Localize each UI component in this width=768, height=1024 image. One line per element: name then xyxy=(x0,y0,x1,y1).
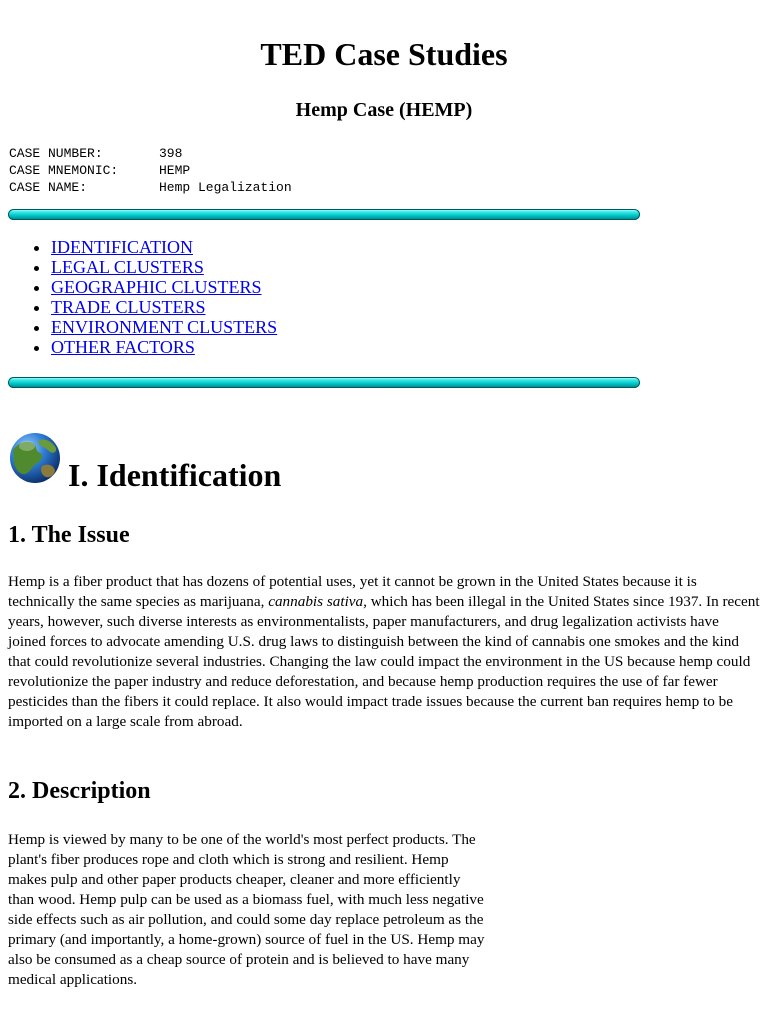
case-name-label: CASE NAME: xyxy=(9,180,88,195)
toc-item xyxy=(51,237,277,257)
toc-item xyxy=(51,277,277,297)
toc-item xyxy=(51,297,277,317)
case-mnemonic-label: CASE MNEMONIC: xyxy=(9,163,119,178)
divider-bar-top xyxy=(8,209,640,220)
case-mnemonic-row xyxy=(9,162,292,179)
issue-text-part-2: which has been illegal in the United States since 1937. In recent years, however, such diverse interests as environmentalists, paper manufacturers, and drug legalization activists have joined forces to advocate amending U.S. drug laws to distinguish between the kind of cannabis one smokes and the kind that could revolutionize several industries. Changing the law could impact the environment in the US because hemp could revolutionize the paper industry and reduce deforestation, and because hemp production requires the use of far fewer pesticides than the fibers it could replace. It also would impact trade issues because the current ban requires hemp to be imported on a large scale from abroad. xyxy=(8,593,760,730)
toc-item xyxy=(51,317,277,337)
toc-link-identification[interactable]: IDENTIFICATION xyxy=(51,237,193,257)
toc-link-trade-clusters[interactable]: TRADE CLUSTERS xyxy=(51,297,206,317)
toc-item xyxy=(51,337,277,357)
toc-link-legal-clusters[interactable]: LEGAL CLUSTERS xyxy=(51,257,204,277)
heading-the-issue: 1. The Issue xyxy=(8,522,130,548)
case-info-block xyxy=(9,145,292,196)
case-mnemonic-value: HEMP xyxy=(159,163,191,178)
page-title: TED Case Studies xyxy=(260,36,508,72)
toc-link-geographic-clusters[interactable]: GEOGRAPHIC CLUSTERS xyxy=(51,277,262,297)
case-name-row xyxy=(9,179,292,196)
divider-bar-bottom xyxy=(8,377,640,388)
section-title-identification: I. Identification xyxy=(68,457,282,493)
paragraph-description: Hemp is viewed by many to be one of the world's most perfect products. The plant's fiber produces rope and cloth which is strong and resilient. Hemp makes pulp and other paper products cheaper, cleaner and more efficiently than wood. Hemp pulp can be used as a biomass fuel, with much less negative side effects such as air pollution, and could some day replace petroleum as the primary (and importantly, a home-grown) source of fuel in the US. Hemp may also be consumed as a cheap source of protein and is believed to have many medical applications. xyxy=(8,831,485,988)
globe-icon xyxy=(9,432,61,484)
issue-text-part-1: Hemp is a fiber product that has dozens of potential uses, yet it cannot be grown in the United States because it is technically the same species as marijuana, xyxy=(8,573,697,610)
toc-link-other-factors[interactable]: OTHER FACTORS xyxy=(51,337,195,357)
issue-text-italic: cannabis sativa, xyxy=(268,593,367,610)
heading-description: 2. Description xyxy=(8,778,151,804)
toc-link-environment-clusters[interactable]: ENVIRONMENT CLUSTERS xyxy=(51,317,278,337)
case-name-value: Hemp Legalization xyxy=(159,180,292,195)
case-number-label: CASE NUMBER: xyxy=(9,146,103,161)
table-of-contents xyxy=(0,237,277,357)
page-subtitle: Hemp Case (HEMP) xyxy=(295,99,473,121)
paragraph-the-issue xyxy=(8,572,760,732)
toc-item xyxy=(51,257,277,277)
case-number-row xyxy=(9,145,292,162)
case-number-value: 398 xyxy=(159,146,183,161)
